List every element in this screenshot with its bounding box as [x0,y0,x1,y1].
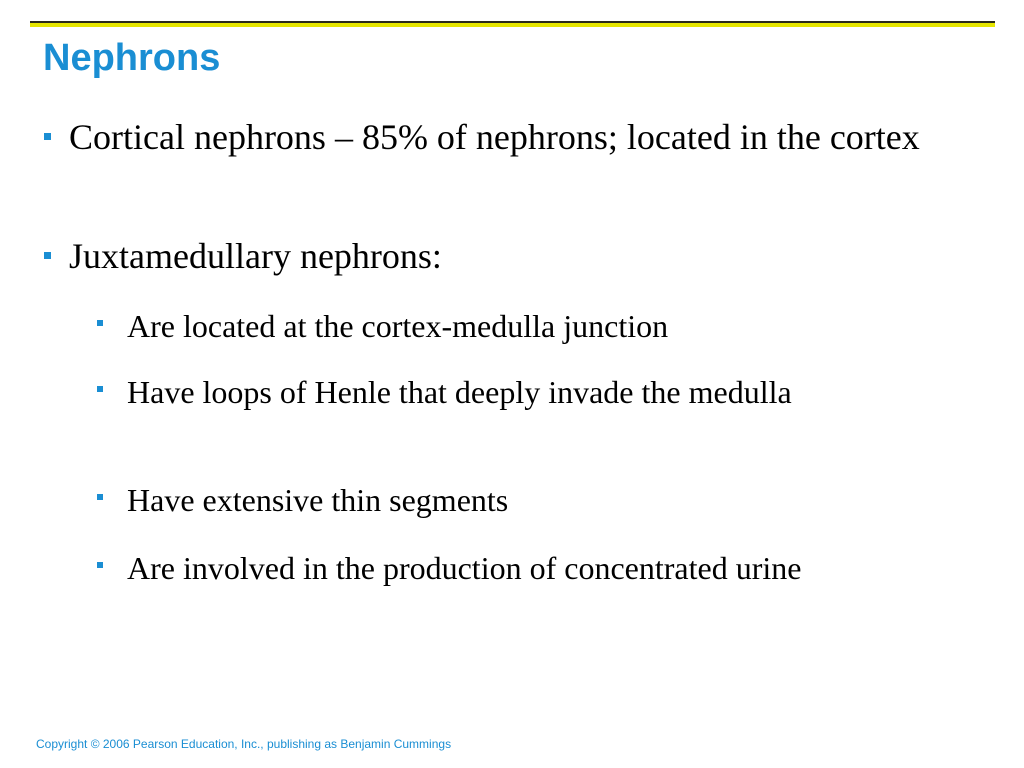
bullet-item-juxtamedullary-nephrons [69,235,939,278]
bullet-text: Have extensive thin segments [127,482,509,518]
bullet-text: Have loops of Henle that deeply invade the medulla [127,374,792,410]
square-bullet-icon [44,252,51,259]
bullet-text: Are involved in the production of concentrated urine [127,550,802,586]
bullet-text: Juxtamedullary nephrons: [69,236,442,276]
copyright-footer: Copyright © 2006 Pearson Education, Inc., publishing as Benjamin Cummings [36,737,452,751]
bullet-text: Cortical nephrons – 85% of nephrons; located in the cortex [69,117,920,157]
sub-bullet-item-thin-segments [127,479,927,521]
slide-title: Nephrons [43,37,221,79]
bullet-text: Are located at the cortex-medulla junction [127,308,669,344]
sub-bullet-item-location [127,305,927,347]
sub-bullet-item-loops-of-henle [127,371,927,413]
sub-bullet-item-concentrated-urine [127,547,927,589]
square-bullet-icon [97,494,103,500]
title-rule [30,21,995,27]
square-bullet-icon [44,133,51,140]
square-bullet-icon [97,562,103,568]
bullet-item-cortical-nephrons [69,116,939,159]
square-bullet-icon [97,320,103,326]
square-bullet-icon [97,386,103,392]
